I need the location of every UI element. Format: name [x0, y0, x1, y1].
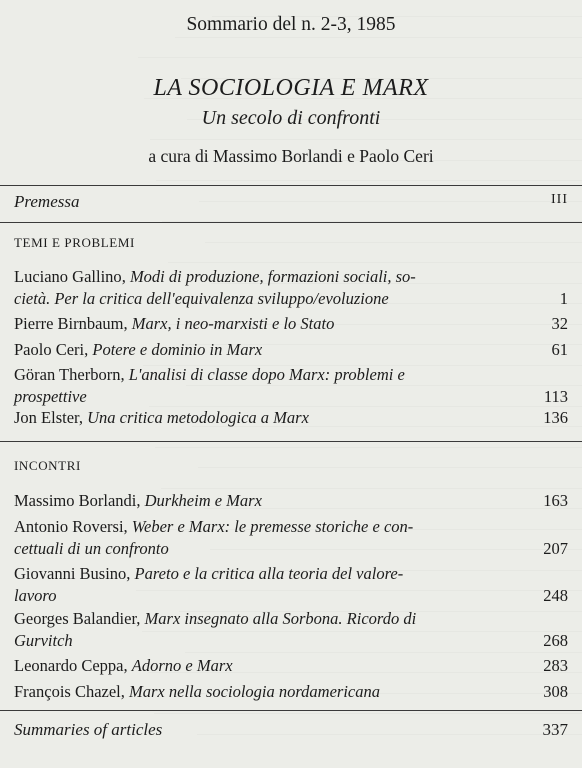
toc-entry: Leonardo Ceppa, Adorno e Marx 283: [14, 656, 568, 675]
bleed-through-line: [155, 447, 582, 448]
toc-entry: Jon Elster, Una critica metodologica a Marx 136: [14, 408, 568, 427]
divider-top: [0, 185, 582, 186]
entry-author: Giovanni Busino: [14, 564, 127, 583]
toc-entry: François Chazel, Marx nella sociologia nordamericana 308: [14, 682, 568, 701]
entry-title: Potere e dominio in Marx: [92, 340, 263, 359]
entry-page: 163: [543, 491, 568, 510]
entry-title-cont: lavoro: [14, 586, 57, 605]
summaries-entry: [14, 720, 568, 740]
entry-page: 248: [543, 586, 568, 605]
divider-bottom: [0, 710, 582, 711]
entry-title-cont: Gurvitch: [14, 631, 73, 650]
summaries-label: Summaries of articles: [14, 720, 163, 739]
entry-page: 136: [543, 408, 568, 427]
toc-entry: Paolo Ceri, Potere e dominio in Marx 61: [14, 340, 568, 359]
entry-title: Adorno e Marx: [131, 656, 233, 675]
summaries-page: 337: [542, 720, 568, 739]
bleed-through-line: [154, 713, 582, 714]
entry-title-cont: prospettive: [14, 387, 87, 406]
entry-title: Modi di produzione, formazioni sociali, so-: [129, 267, 416, 286]
bleed-through-line: [175, 37, 582, 38]
entry-page: 113: [543, 387, 568, 406]
bleed-through-line: [161, 488, 582, 489]
main-title: LA SOCIOLOGIA E MARX: [153, 75, 429, 101]
entry-author: Pierre Birnbaum: [14, 314, 124, 333]
entry-author: Jon Elster: [14, 408, 79, 427]
entry-page: 207: [543, 539, 568, 558]
divider-section: [0, 441, 582, 442]
entry-author: François Chazel: [14, 682, 121, 701]
entry-author: Luciano Gallino: [14, 267, 122, 286]
entry-author: Georges Balandier: [14, 609, 137, 628]
entry-author: Paolo Ceri: [14, 340, 85, 359]
premessa-entry: [14, 192, 568, 212]
bleed-through-line: [138, 57, 582, 58]
entry-title: L'analisi di classe dopo Marx: problemi e: [128, 365, 405, 384]
editors-line: a cura di Massimo Borlandi e Paolo Ceri: [148, 146, 434, 166]
toc-entry: Antonio Roversi, Weber e Marx: le premesse storiche e con- cettuali di un confronto 207: [14, 517, 568, 558]
entry-title: Una critica metodologica a Marx: [87, 408, 309, 427]
divider-premessa: [0, 222, 582, 223]
toc-entry: Massimo Borlandi, Durkheim e Marx 163: [14, 491, 568, 510]
entry-title: Weber e Marx: le premesse storiche e con-: [131, 517, 414, 536]
toc-entry: Luciano Gallino, Modi di produzione, formazioni sociali, so- cietà. Per la critica dell'equivalenza sviluppo/evoluzione 1: [14, 267, 568, 308]
subtitle: Un secolo di confronti: [201, 107, 381, 129]
entry-author: Leonardo Ceppa: [14, 656, 124, 675]
bleed-through-line: [198, 467, 582, 468]
toc-entry: Pierre Birnbaum, Marx, i neo-marxisti e lo Stato 32: [14, 314, 568, 333]
entry-title-cont: cettuali di un confronto: [14, 539, 169, 558]
entry-page: 268: [543, 631, 568, 650]
entry-page: 61: [551, 340, 568, 359]
entry-title: Durkheim e Marx: [144, 491, 262, 510]
bleed-through-line: [168, 262, 582, 263]
entry-author: Göran Therborn: [14, 365, 121, 384]
entry-page: 1: [559, 289, 568, 308]
bleed-through-line: [150, 139, 582, 140]
entry-title: Marx nella sociologia nordamericana: [129, 682, 380, 701]
bleed-through-line: [205, 242, 582, 243]
premessa-label: Premessa: [14, 192, 80, 211]
toc-entry: Giovanni Busino, Pareto e la critica alla teoria del valore- lavoro 248: [14, 564, 568, 605]
section-heading-incontri: INCONTRI: [14, 458, 81, 473]
toc-entry: Georges Balandier, Marx insegnato alla Sorbona. Ricordo di Gurvitch 268: [14, 609, 568, 650]
entry-page: 283: [543, 656, 568, 675]
toc-entry: Göran Therborn, L'analisi di classe dopo Marx: problemi e prospettive 113: [14, 365, 568, 406]
issue-summary-title: Sommario del n. 2-3, 1985: [186, 14, 396, 35]
premessa-page: III: [551, 192, 568, 207]
bleed-through-line: [156, 180, 582, 181]
entry-title-cont: cietà. Per la critica dell'equivalenza sviluppo/evoluzione: [14, 289, 389, 308]
entry-author: Antonio Roversi: [14, 517, 124, 536]
entry-page: 32: [551, 314, 568, 333]
entry-title: Pareto e la critica alla teoria del valore-: [134, 564, 404, 583]
section-heading-temi: TEMI E PROBLEMI: [14, 235, 135, 250]
entry-author: Massimo Borlandi: [14, 491, 137, 510]
entry-page: 308: [543, 682, 568, 701]
entry-title: Marx, i neo-marxisti e lo Stato: [131, 314, 335, 333]
entry-title: Marx insegnato alla Sorbona. Ricordo di: [144, 609, 417, 628]
